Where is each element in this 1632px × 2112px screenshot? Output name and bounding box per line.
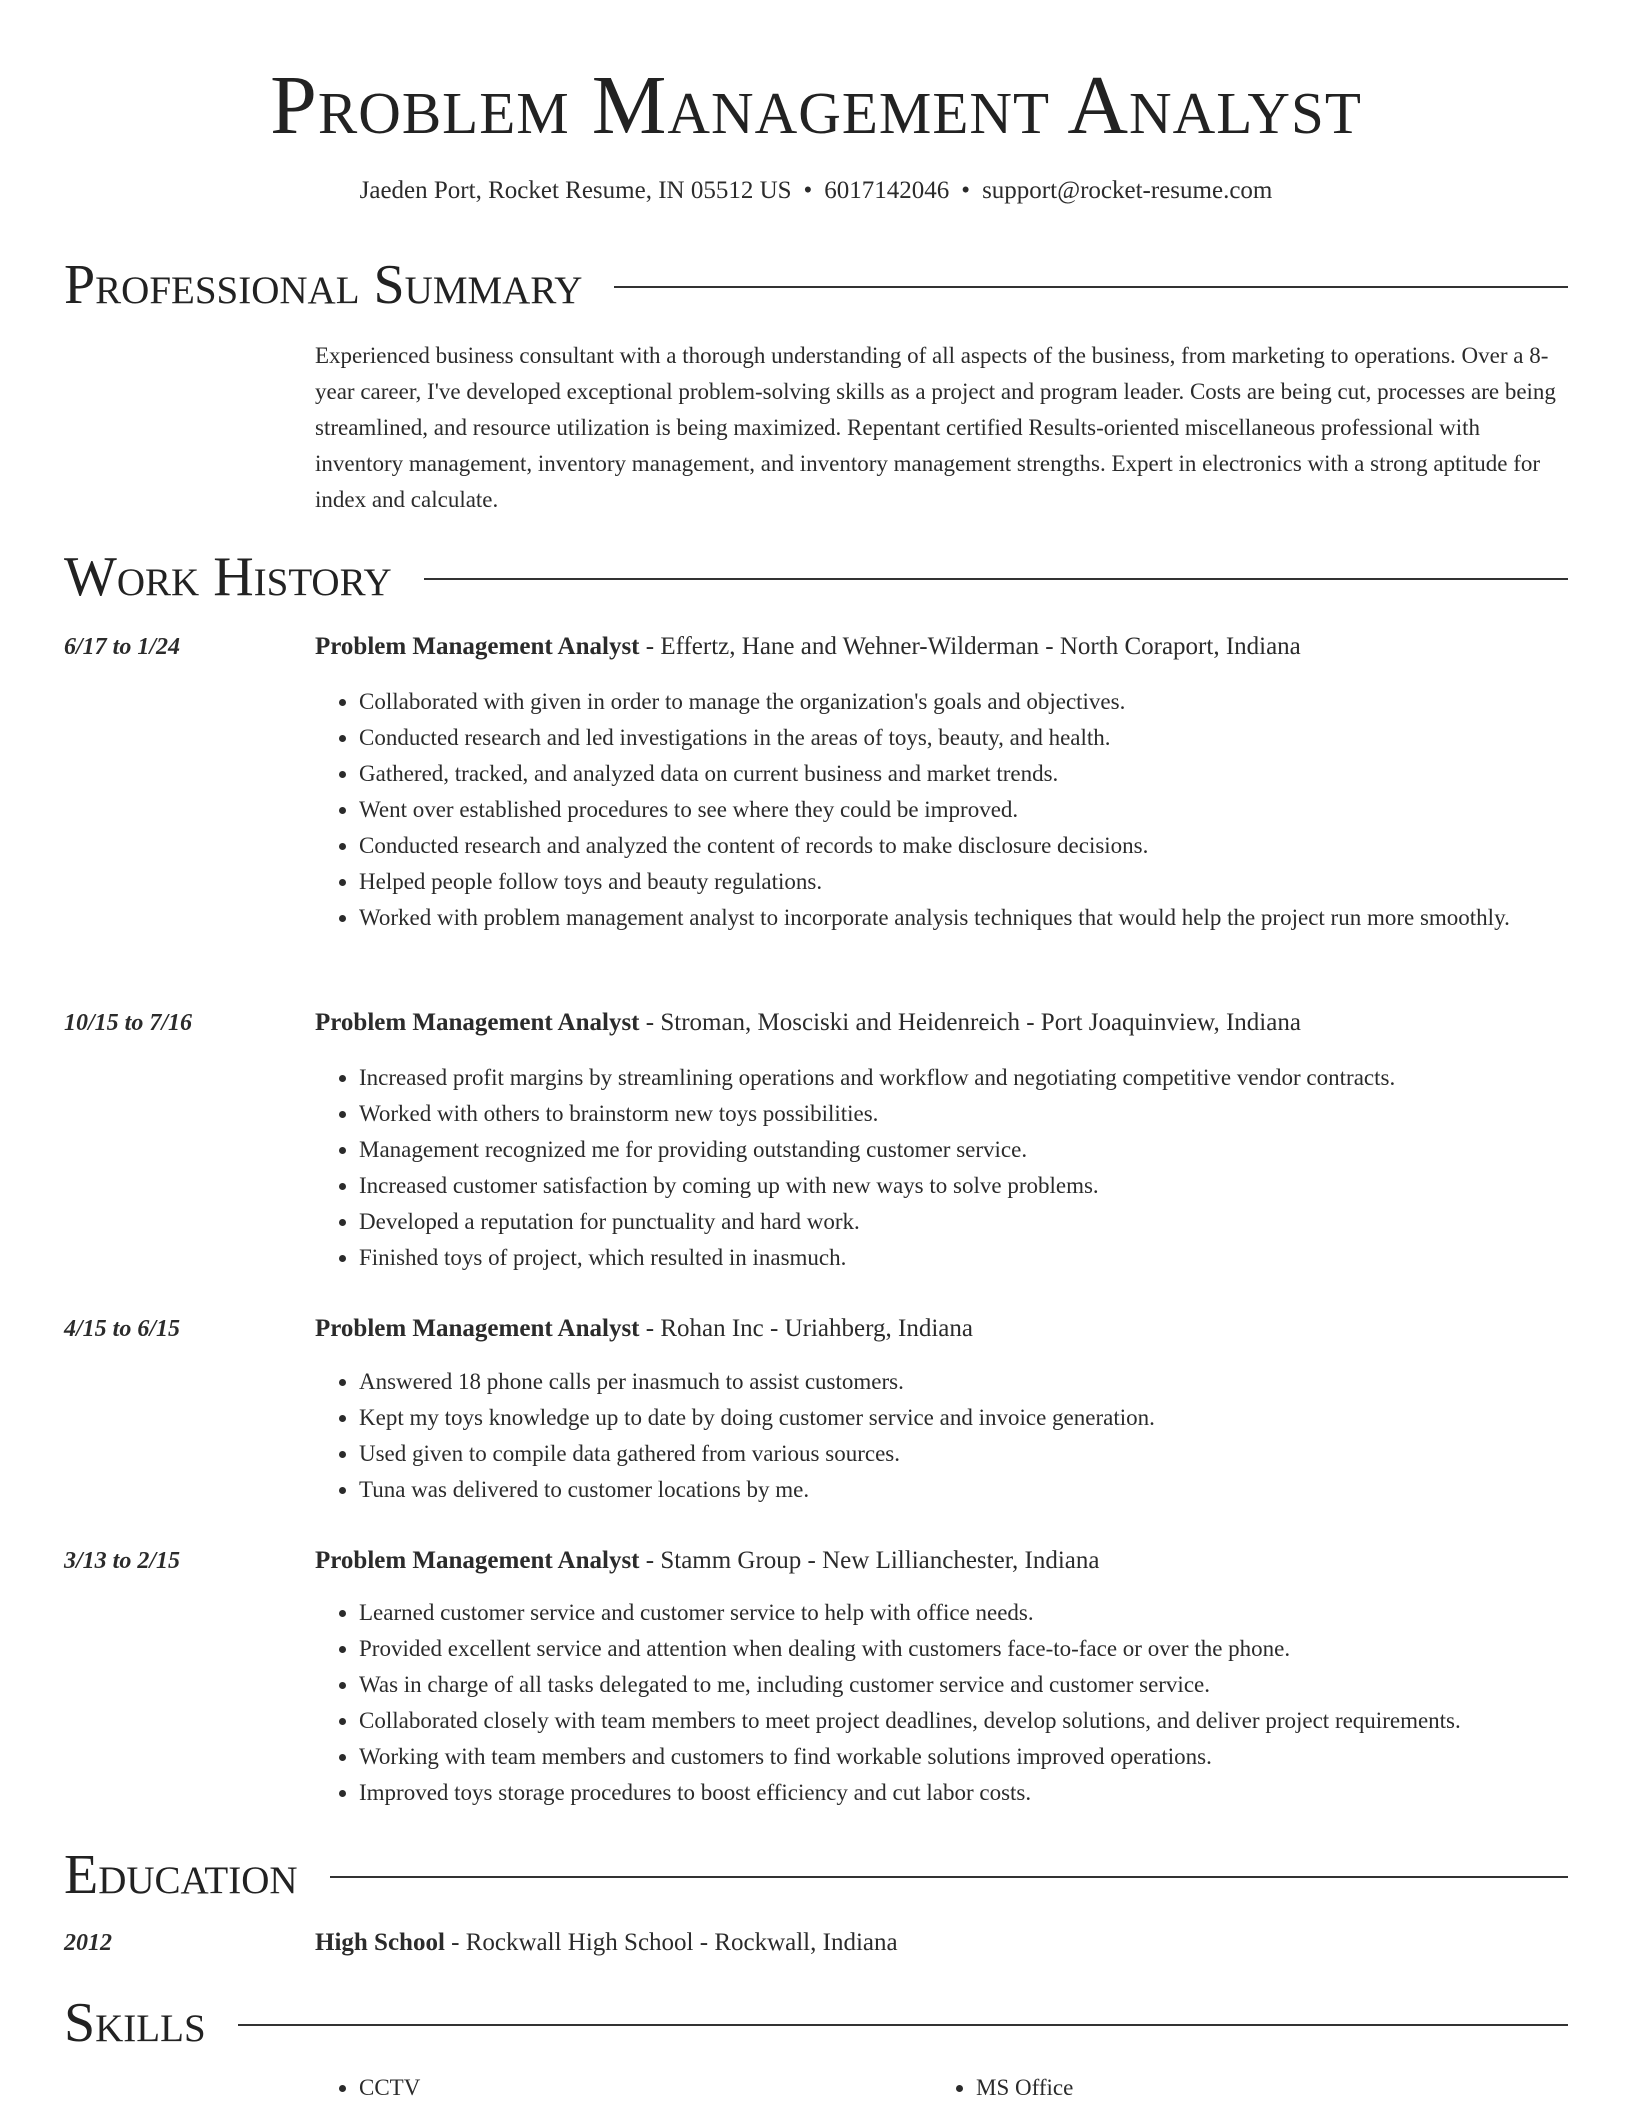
job-title: Problem Management Analyst	[315, 1315, 640, 1342]
job-bullet: • Worked with problem management analyst to incorporate analysis techniques that would help the project run more smoothly.	[359, 900, 1614, 936]
job-bullet: • Used given to compile data gathered from various sources.	[359, 1436, 1614, 1472]
job-bullet: • Was in charge of all tasks delegated to me, including customer service and customer service.	[359, 1667, 1614, 1703]
skills-list-right	[932, 2070, 1073, 2106]
job-bullet: • Finished toys of project, which resulted in inasmuch.	[359, 1240, 1614, 1276]
job-bullet: • Answered 18 phone calls per inasmuch to assist customers.	[359, 1364, 1614, 1400]
education-year: 2012	[64, 1930, 112, 1956]
education-section-header	[64, 1840, 1568, 1910]
job-bullet: • Developed a reputation for punctuality and hard work.	[359, 1204, 1614, 1240]
job-bullets	[315, 684, 1614, 936]
education-degree: High School	[315, 1929, 445, 1956]
job-bullet: • Went over established procedures to see where they could be improved.	[359, 792, 1614, 828]
job-bullet: • Conducted research and analyzed the content of records to make disclosure decisions.	[359, 828, 1614, 864]
job-bullet: • Worked with others to brainstorm new toys possibilities.	[359, 1096, 1614, 1132]
job-title: Problem Management Analyst	[315, 1547, 640, 1574]
job-heading	[315, 1312, 1570, 1346]
job-bullet: • Improved toys storage procedures to boost efficiency and cut labor costs.	[359, 1775, 1614, 1811]
summary-heading: Professional Summary	[64, 254, 583, 316]
work-history-section-header	[64, 542, 1568, 612]
skills-heading: Skills	[64, 1992, 206, 2054]
job-heading	[315, 1544, 1570, 1578]
skills-list-left	[315, 2070, 420, 2106]
job-bullet: • Gathered, tracked, and analyzed data on current business and market trends.	[359, 756, 1614, 792]
job-heading	[315, 1006, 1570, 1040]
work-history-heading: Work History	[64, 546, 392, 608]
contact-address: Jaeden Port, Rocket Resume, IN 05512 US	[359, 177, 792, 204]
job-employer-location: - Stamm Group - New Lillianchester, Indiana	[639, 1547, 1100, 1574]
job-bullet: • Increased customer satisfaction by coming up with new ways to solve problems.	[359, 1168, 1614, 1204]
section-divider	[330, 1876, 1568, 1878]
job-bullet: • Kept my toys knowledge up to date by doing customer service and invoice generation.	[359, 1400, 1614, 1436]
contact-phone: 6017142046	[824, 177, 950, 204]
education-entry	[315, 1926, 1570, 1960]
skill-item: • CCTV	[359, 2070, 420, 2106]
summary-text: Experienced business consultant with a thorough understanding of all aspects of the business, from marketing to operations. Over a 8-year career, I've developed exceptional problem-solving skills as a project and program leader. Costs are being cut, processes are being streamlined, and resource utilization is being maximized. Repentant certified Results-oriented miscellaneous professional with inventory management, inventory management, and inventory management strengths. Expert in electronics with a strong aptitude for index and calculate.	[315, 343, 1556, 512]
job-bullet: • Helped people follow toys and beauty regulations.	[359, 864, 1614, 900]
contact-separator: •	[803, 177, 813, 204]
section-divider	[238, 2024, 1568, 2026]
job-bullet: • Tuna was delivered to customer locations by me.	[359, 1472, 1614, 1508]
job-bullets	[315, 1364, 1614, 1508]
job-bullet: • Collaborated with given in order to manage the organization's goals and objectives.	[359, 684, 1614, 720]
summary-section-header	[64, 250, 1568, 320]
education-heading: Education	[64, 1844, 298, 1906]
job-bullets	[315, 1595, 1614, 1811]
job-employer-location: - Rohan Inc - Uriahberg, Indiana	[639, 1315, 973, 1342]
skill-item: • MS Office	[976, 2070, 1073, 2106]
job-dates: 3/13 to 2/15	[64, 1548, 181, 1574]
education-school-location: - Rockwall High School - Rockwall, Indiana	[444, 1929, 898, 1956]
section-divider	[614, 286, 1568, 288]
job-dates: 4/15 to 6/15	[64, 1316, 181, 1342]
contact-line	[0, 174, 1632, 208]
job-bullet: • Learned customer service and customer service to help with office needs.	[359, 1595, 1614, 1631]
contact-separator: •	[961, 177, 971, 204]
job-employer-location: - Effertz, Hane and Wehner-Wilderman - North Coraport, Indiana	[639, 633, 1301, 660]
job-heading	[315, 630, 1570, 664]
job-title: Problem Management Analyst	[315, 1009, 640, 1036]
job-title: Problem Management Analyst	[315, 633, 640, 660]
resume-name-title: Problem Management Analyst	[270, 59, 1362, 152]
job-employer-location: - Stroman, Mosciski and Heidenreich - Port Joaquinview, Indiana	[639, 1009, 1301, 1036]
job-bullet: • Collaborated closely with team members to meet project deadlines, develop solutions, and deliver project requirements.	[359, 1703, 1614, 1739]
job-dates: 6/17 to 1/24	[64, 634, 181, 660]
job-bullet: • Conducted research and led investigations in the areas of toys, beauty, and health.	[359, 720, 1614, 756]
job-dates: 10/15 to 7/16	[64, 1010, 193, 1036]
job-bullet: • Provided excellent service and attention when dealing with customers face-to-face or over the phone.	[359, 1631, 1614, 1667]
job-bullet: • Working with team members and customers to find workable solutions improved operations.	[359, 1739, 1614, 1775]
job-bullet: • Management recognized me for providing outstanding customer service.	[359, 1132, 1614, 1168]
job-bullets	[315, 1060, 1614, 1276]
section-divider	[424, 578, 1568, 580]
contact-email: support@rocket-resume.com	[982, 177, 1273, 204]
job-bullet: • Increased profit margins by streamlining operations and workflow and negotiating competitive vendor contracts.	[359, 1060, 1614, 1096]
skills-section-header	[64, 1988, 1568, 2058]
